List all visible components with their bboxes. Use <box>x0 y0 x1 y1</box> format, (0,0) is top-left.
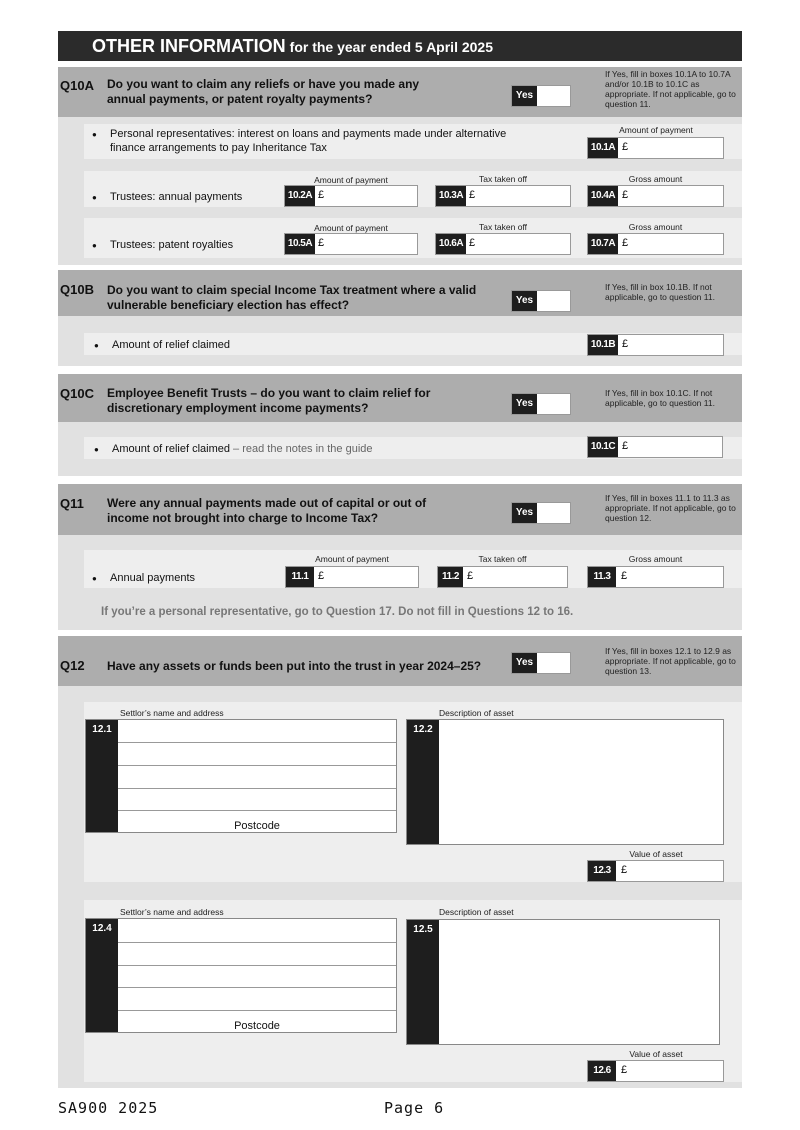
box-code: 10.5A <box>285 234 315 254</box>
q12-text: Have any assets or funds been put into the trust in year 2024–25? <box>107 659 482 673</box>
pound-sign: £ <box>621 1064 628 1076</box>
box-12-4-settlor-address[interactable] <box>85 918 397 1033</box>
pound-sign: £ <box>318 189 325 201</box>
q10b-number: Q10B <box>60 282 94 297</box>
pound-sign: £ <box>622 440 629 452</box>
q10a-row3-label: ● Trustees: patent royalties <box>110 238 233 252</box>
q11-number: Q11 <box>60 496 84 511</box>
box-code: 10.1A <box>588 138 618 158</box>
q10b-yes-checkbox[interactable] <box>511 290 571 312</box>
description-caption: Description of asset <box>439 907 514 917</box>
postcode-label: Postcode <box>234 1020 280 1032</box>
box-12-2-description[interactable] <box>406 719 724 845</box>
tax-caption: Tax taken off <box>478 554 527 564</box>
yes-label: Yes <box>512 291 537 311</box>
box-10-1b-field[interactable] <box>587 334 724 356</box>
page-title-bar <box>58 31 742 61</box>
pound-sign: £ <box>622 338 629 350</box>
box-code: 10.4A <box>588 186 618 206</box>
q12-note: If Yes, fill in boxes 12.1 to 12.9 as appropriate. If not applicable, go to question 13. <box>605 646 736 676</box>
address-line <box>118 742 396 743</box>
settlor-caption: Settlor’s name and address <box>120 708 224 718</box>
yes-label: Yes <box>512 86 537 106</box>
box-marker <box>86 720 118 832</box>
box-marker <box>407 720 439 844</box>
pound-sign: £ <box>622 141 629 153</box>
address-line <box>118 1010 396 1011</box>
tax-caption: Tax taken off <box>478 222 528 232</box>
page-title <box>92 36 493 57</box>
address-line <box>118 965 396 966</box>
box-marker <box>407 920 439 1044</box>
q10c-number: Q10C <box>60 386 94 401</box>
address-line <box>118 788 396 789</box>
q10a-row1-label: ● Personal representatives: interest on loans and payments made under alternative finance arrangements to pay Inheritance Tax <box>110 127 540 155</box>
box-code: 12.2 <box>413 724 433 735</box>
gross-caption: Gross amount <box>628 554 683 564</box>
amount-caption: Amount of payment <box>314 223 388 233</box>
pound-sign: £ <box>622 189 629 201</box>
description-caption: Description of asset <box>439 708 514 718</box>
box-code: 11.2 <box>438 567 463 587</box>
tax-caption: Tax taken off <box>478 174 528 184</box>
q11-yes-checkbox[interactable] <box>511 502 571 524</box>
postcode-label: Postcode <box>234 820 280 832</box>
box-code: 12.3 <box>588 861 616 881</box>
box-code: 12.4 <box>92 923 112 934</box>
q10b-row-label: ● Amount of relief claimed <box>112 338 230 352</box>
box-10-2a-field[interactable] <box>284 185 418 207</box>
box-code: 10.6A <box>436 234 466 254</box>
box-code: 10.1C <box>588 437 618 457</box>
settlor-caption: Settlor’s name and address <box>120 907 224 917</box>
box-10-5a-field[interactable] <box>284 233 418 255</box>
q10c-text: Employee Benefit Trusts – do you want to claim relief for discretionary employment income payments? <box>107 386 431 415</box>
q10b-text: Do you want to claim special Income Tax treatment where a valid vulnerable beneficiary election has effect? <box>107 283 477 312</box>
q11-text: Were any annual payments made out of capital or out of income not brought into charge to Income Tax? <box>107 496 427 525</box>
q10c-row-text: Amount of relief claimed <box>112 443 230 455</box>
box-code: 10.2A <box>285 186 315 206</box>
pound-sign: £ <box>469 189 476 201</box>
gross-caption: Gross amount <box>628 174 683 184</box>
value-caption: Value of asset <box>629 1049 683 1059</box>
pound-sign: £ <box>467 570 474 582</box>
box-code: 11.3 <box>588 567 616 587</box>
box-12-5-description[interactable] <box>406 919 720 1045</box>
box-code: 12.6 <box>588 1061 616 1081</box>
personal-representative-instruction: If you’re a personal representative, go to Question 17. Do not fill in Questions 12 to 16. <box>101 606 574 618</box>
box-code: 11.1 <box>286 567 314 587</box>
box-10-6a-field[interactable] <box>435 233 571 255</box>
box-12-1-settlor-address[interactable] <box>85 719 397 833</box>
pound-sign: £ <box>622 237 629 249</box>
q10a-note: If Yes, fill in boxes 10.1A to 10.7A and/or 10.1B to 10.1C as appropriate. If not applicable, go to question 11. <box>605 69 736 109</box>
amount-caption: Amount of payment <box>315 554 389 564</box>
address-line <box>118 942 396 943</box>
q10a-row2-label: ● Trustees: annual payments <box>110 190 242 204</box>
box-12-3-value[interactable] <box>587 860 724 882</box>
yes-label: Yes <box>512 394 537 414</box>
yes-label: Yes <box>512 653 537 673</box>
pound-sign: £ <box>621 570 628 582</box>
box-10-7a-field[interactable] <box>587 233 724 255</box>
amount-caption: Amount of payment <box>314 175 388 185</box>
pound-sign: £ <box>318 237 325 249</box>
q10c-note: If Yes, fill in box 10.1C. If not applicable, go to question 11. <box>605 388 715 408</box>
box-12-6-value[interactable] <box>587 1060 724 1082</box>
q10a-yes-checkbox[interactable] <box>511 85 571 107</box>
box-10-3a-field[interactable] <box>435 185 571 207</box>
pound-sign: £ <box>318 570 325 582</box>
box-code: 12.5 <box>413 924 433 935</box>
box-11-3-field[interactable] <box>587 566 724 588</box>
page-number: Page 6 <box>384 1099 445 1117</box>
q10b-note: If Yes, fill in box 10.1B. If not applicable, go to question 11. <box>605 282 715 302</box>
form-reference: SA900 2025 <box>58 1099 159 1117</box>
gross-caption: Gross amount <box>628 222 683 232</box>
q10c-row-label <box>112 442 373 456</box>
box-code: 10.7A <box>588 234 618 254</box>
box-11-2-field[interactable] <box>437 566 568 588</box>
pound-sign: £ <box>621 864 628 876</box>
amount-caption: Amount of payment <box>619 125 693 135</box>
box-11-1-field[interactable] <box>285 566 419 588</box>
value-caption: Value of asset <box>629 849 683 859</box>
q12-number: Q12 <box>60 658 85 673</box>
q12-yes-checkbox[interactable] <box>511 652 571 674</box>
q10a-text: Do you want to claim any reliefs or have you made any annual payments, or patent royalty payments? <box>107 77 420 106</box>
box-code: 10.3A <box>436 186 466 206</box>
title-text: OTHER INFORMATION <box>92 36 286 56</box>
box-10-1a-field[interactable] <box>587 137 724 159</box>
box-marker <box>86 919 118 1032</box>
box-code: 10.1B <box>588 335 618 355</box>
q10c-yes-checkbox[interactable] <box>511 393 571 415</box>
q11-row-label: ● Annual payments <box>110 571 195 585</box>
q10c-row-hint: – read the notes in the guide <box>230 443 373 455</box>
box-code: 12.1 <box>92 724 112 735</box>
q11-note: If Yes, fill in boxes 11.1 to 11.3 as appropriate. If not applicable, go to question 12. <box>605 493 736 523</box>
yes-label: Yes <box>512 503 537 523</box>
pound-sign: £ <box>469 237 476 249</box>
address-line <box>118 987 396 988</box>
title-subtitle: for the year ended 5 April 2025 <box>289 39 493 55</box>
box-10-1c-field[interactable] <box>587 436 723 458</box>
address-line <box>118 810 396 811</box>
box-10-4a-field[interactable] <box>587 185 724 207</box>
q10a-number: Q10A <box>60 78 94 93</box>
address-line <box>118 765 396 766</box>
